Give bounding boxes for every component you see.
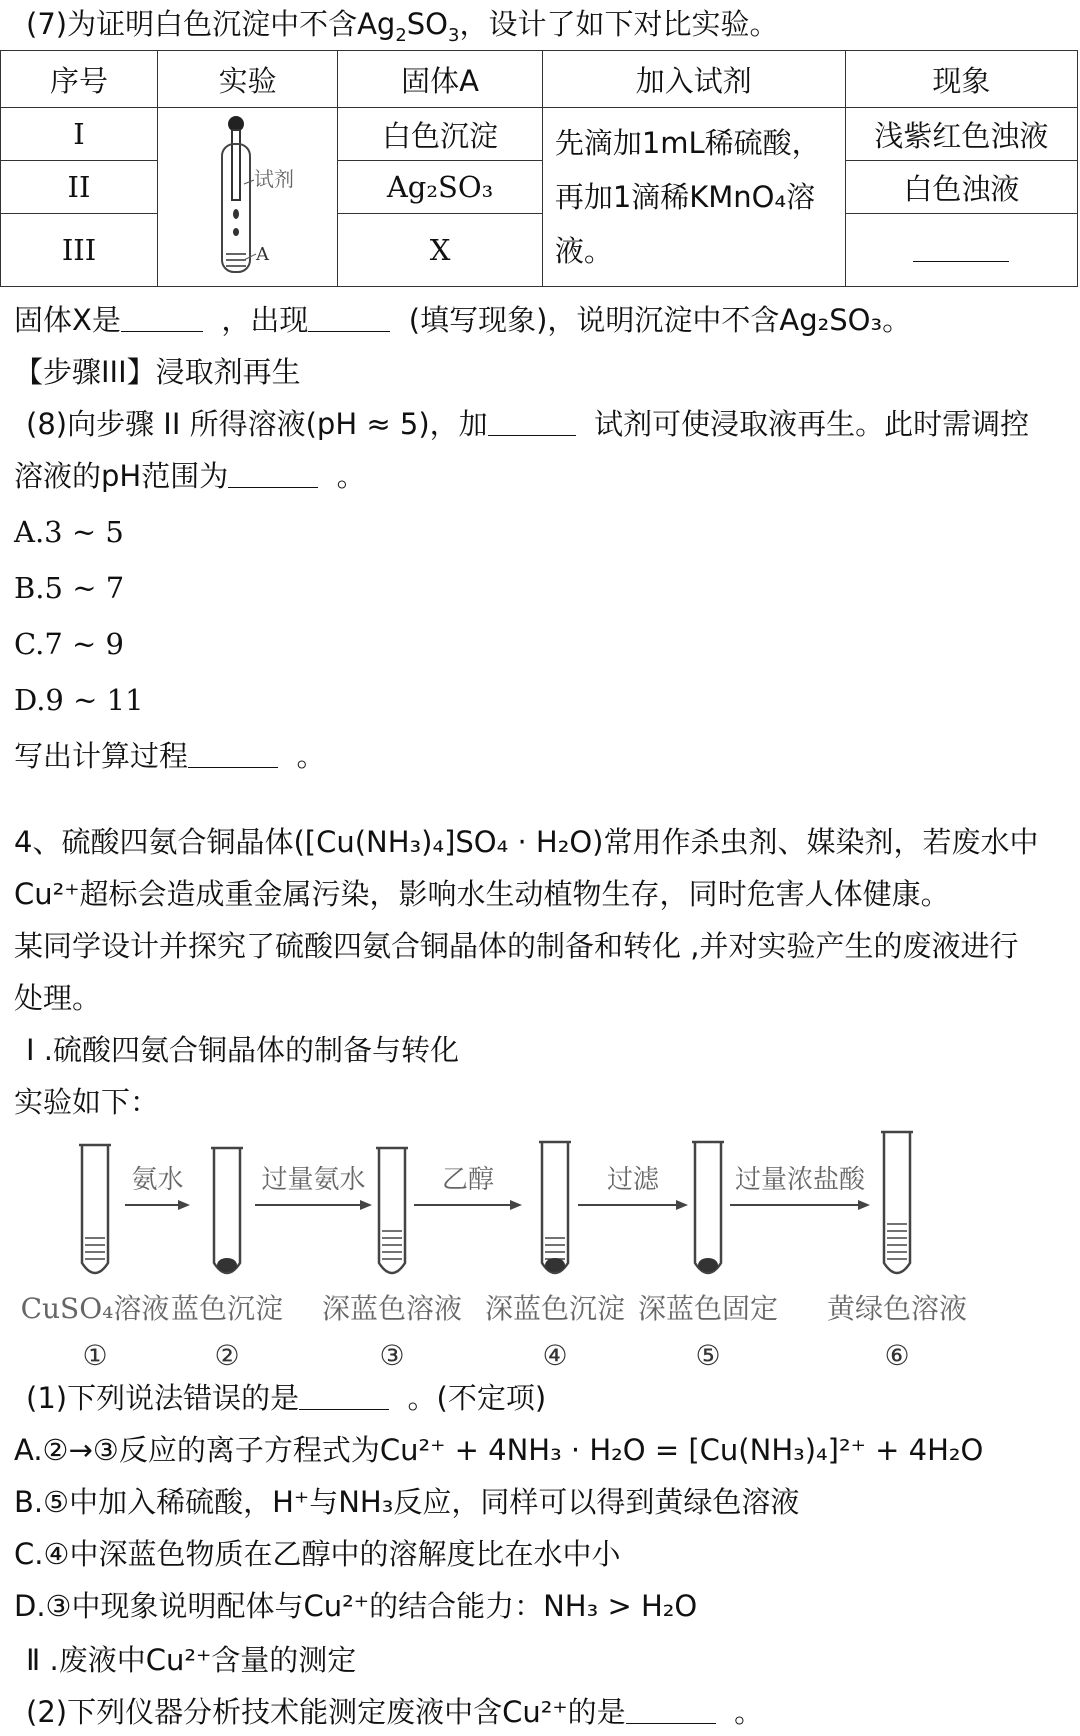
row-solid: Ag₂SO₃: [338, 161, 543, 214]
flow-arrow: [414, 1165, 522, 1210]
experiment-figure-cell: [158, 108, 338, 287]
tube-number: ②: [214, 1339, 240, 1372]
answer-blank[interactable]: [299, 1383, 389, 1410]
flow-arrow: [730, 1165, 870, 1210]
q1-option-c[interactable]: C.④中深蓝色物质在乙醇中的溶解度比在水中小: [14, 1537, 621, 1571]
test-tube-icon: [79, 1145, 111, 1273]
tube-label: 深蓝色沉淀: [484, 1292, 626, 1325]
q4-line4: 处理。: [14, 981, 102, 1015]
flow-arrow: [125, 1165, 190, 1210]
row-no: III: [1, 214, 158, 287]
reagent-line-3: 液。: [554, 234, 613, 268]
option-a[interactable]: A.3 ~ 5: [14, 515, 124, 549]
answer-blank[interactable]: [626, 1697, 716, 1724]
arrow-label: 过量氨水: [261, 1165, 366, 1195]
tube-label: CuSO₄溶液: [20, 1292, 170, 1325]
option-b[interactable]: B.5 ~ 7: [14, 571, 125, 605]
row-solid: X: [338, 214, 543, 287]
test-tube-icon: [539, 1142, 571, 1273]
tube-number: ④: [542, 1339, 568, 1372]
q4-line1: 4、硫酸四氨合铜晶体([Cu(NH₃)₄]SO₄ · H₂O)常用作杀虫剂、媒染剂，若废水中: [14, 825, 1039, 859]
reagent-line-2: 再加1滴稀KMnO₄溶: [554, 180, 816, 214]
row-no: I: [1, 108, 158, 161]
tube-label: 黄绿色溶液: [826, 1292, 968, 1325]
q8-line1: (8)向步骤 II 所得溶液(pH ≈ 5)，加 试剂可使浸取液再生。此时需调控: [26, 407, 1030, 441]
table-header-row: [1, 51, 1078, 108]
test-tube-icon: [881, 1132, 913, 1273]
dropper-tube-figure: [188, 114, 308, 274]
after-table-line: 固体X是 ，出现 (填写现象)，说明沉淀中不含Ag₂SO₃。: [14, 303, 912, 337]
row-phenomenon-blank[interactable]: [845, 214, 1077, 287]
arrow-label: 氨水: [131, 1165, 184, 1195]
section1-heading: Ⅰ .硫酸四氨合铜晶体的制备与转化: [26, 1033, 459, 1067]
test-tube-icon: [692, 1142, 724, 1273]
option-d[interactable]: D.9 ~ 11: [14, 683, 144, 717]
tube-number: ①: [82, 1339, 108, 1372]
q8-calc: 写出计算过程 。: [14, 739, 326, 773]
arrow-label: 乙醇: [441, 1165, 495, 1195]
arrow-label: 过量浓盐酸: [734, 1165, 866, 1195]
q1-option-d[interactable]: D.③中现象说明配体与Cu²⁺的结合能力：NH₃ > H₂O: [14, 1589, 698, 1623]
test-tube-icon: [211, 1148, 243, 1273]
answer-blank[interactable]: [488, 409, 576, 436]
answer-blank[interactable]: [188, 741, 278, 768]
header-no: 序号: [1, 51, 158, 108]
flow-arrow: [578, 1165, 688, 1210]
row-phenomenon: 白色浊液: [845, 161, 1077, 214]
experiment-table: [0, 50, 1078, 287]
header-solid: 固体A: [338, 51, 543, 108]
header-experiment: 实验: [158, 51, 338, 108]
answer-blank[interactable]: [121, 305, 203, 332]
tube-number: ③: [379, 1339, 405, 1372]
answer-blank[interactable]: [308, 305, 390, 332]
row-solid: 白色沉淀: [338, 108, 543, 161]
reagent-cell: [542, 108, 845, 287]
row-no: II: [1, 161, 158, 214]
section2-heading: Ⅱ .废液中Cu²⁺含量的测定: [26, 1643, 357, 1677]
tube-label: 深蓝色固定: [637, 1292, 779, 1325]
tube-number: ⑥: [884, 1339, 910, 1372]
tube-label: 蓝色沉淀: [170, 1292, 284, 1325]
tube-label: 深蓝色溶液: [321, 1292, 463, 1325]
answer-blank[interactable]: [228, 461, 318, 488]
flow-diagram: [0, 1120, 1080, 1380]
q2-stem: (2)下列仪器分析技术能测定废液中含Cu²⁺的是 。: [26, 1695, 764, 1729]
q1-stem: (1)下列说法错误的是 。(不定项): [26, 1381, 547, 1415]
q7-intro: (7)为证明白色沉淀中不含$Ag_2SO_3$，设计了如下对比实验。: [26, 7, 779, 46]
q1-option-b[interactable]: B.⑤中加入稀硫酸，H⁺与NH₃反应，同样可以得到黄绿色溶液: [14, 1485, 800, 1519]
arrow-label: 过滤: [606, 1165, 660, 1195]
figure-label-reagent: 试剂: [253, 166, 294, 191]
q4-line3: 某同学设计并探究了硫酸四氨合铜晶体的制备和转化 ,并对实验产生的废液进行: [14, 929, 1019, 963]
dropper-tube-icon: [232, 130, 240, 200]
reagent-line-1: 先滴加1mL稀硫酸，: [554, 126, 821, 160]
figure-label-solid: A: [255, 243, 269, 265]
q1-option-a[interactable]: A.②→③反应的离子方程式为Cu²⁺ + 4NH₃ · H₂O = [Cu(NH₃)₄]²⁺ + 4H₂O: [14, 1433, 984, 1467]
header-phenomenon: 现象: [845, 51, 1077, 108]
q8-line2: 溶液的pH范围为 。: [14, 459, 366, 493]
tube-number: ⑤: [695, 1339, 721, 1372]
row-phenomenon: 浅紫红色浊液: [845, 108, 1077, 161]
answer-blank[interactable]: [913, 235, 1009, 262]
experiment-intro: 实验如下：: [14, 1085, 160, 1119]
option-c[interactable]: C.7 ~ 9: [14, 627, 125, 661]
step3-heading: 【步骤III】浸取剂再生: [14, 355, 301, 389]
header-reagent: 加入试剂: [542, 51, 845, 108]
flow-arrow: [255, 1165, 372, 1210]
q4-line2: Cu²⁺超标会造成重金属污染，影响水生动植物生存，同时危害人体健康。: [14, 877, 950, 911]
test-tube-icon: [376, 1148, 408, 1273]
table-row: [1, 108, 1078, 161]
